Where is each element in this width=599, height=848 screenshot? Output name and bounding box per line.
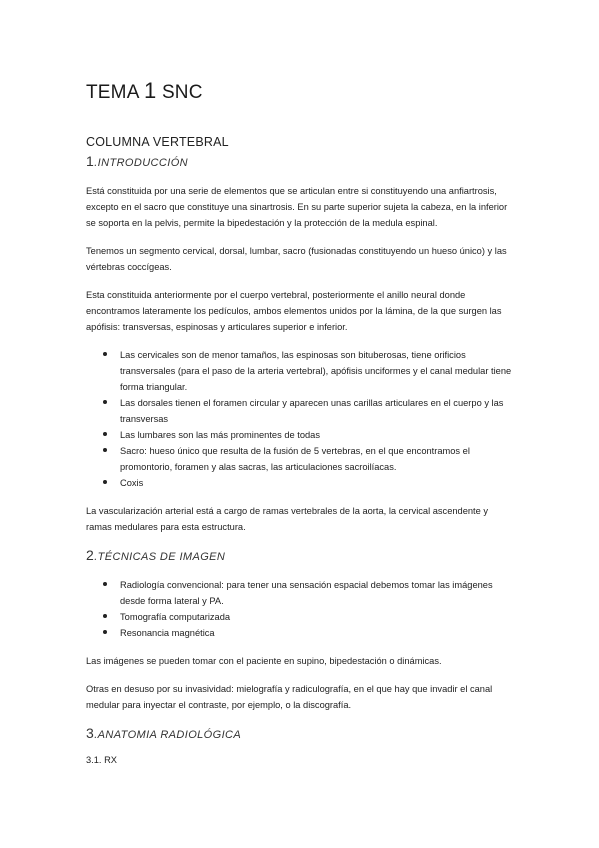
intro-paragraph-4: La vascularización arterial está a cargo de ramas vertebrales de la aorta, la cervical ascendente y ramas medulares para esta estructura. — [86, 506, 489, 532]
title-main: TEMA — [86, 82, 139, 103]
intro-paragraph-2: Tenemos un segmento cervical, dorsal, lumbar, sacro (fusionadas constituyendo un hueso único) y las vértebras coccígeas. — [86, 246, 507, 272]
tecnicas-paragraph-1: Las imágenes se pueden tomar con el paciente en supino, bipedestación o dinámicas. — [86, 656, 442, 666]
heading-introduccion — [86, 153, 516, 169]
list-item-text: Radiología convencional: para tener una sensación espacial debemos tomar las imágenes desde forma lateral y PA. — [120, 580, 493, 606]
list-item-text: Las lumbares son las más prominentes de todas — [120, 430, 320, 440]
list-item — [86, 427, 516, 443]
techniques-list — [86, 577, 516, 641]
list-item — [86, 577, 516, 609]
heading-text: .ANATOMIA RADIOLÓGICA — [94, 729, 242, 741]
intro-paragraph-3: Esta constituida anteriormente por el cuerpo vertebral, posteriormente el anillo neural donde encontramos lateramente los pedículos, ambos elementos unidos por la lámina, de la que surgen las apófisis: transversas, espinosas y articulares superior e inferior. — [86, 290, 502, 332]
list-item-text: Resonancia magnética — [120, 628, 215, 638]
list-item — [86, 395, 516, 427]
document-title — [86, 78, 516, 104]
intro-paragraph-1: Está constituida por una serie de elementos que se articulan entre si constituyendo una anfiartrosis, excepto en el sacro que constituye una sinartrosis. En su parte superior sujeta la cabeza, en la inferior se soporta en la pelvis, permite la bipedestación y la protección de la medula espinal. — [86, 186, 508, 228]
bullet-icon — [103, 352, 107, 356]
list-item-text: Coxis — [120, 478, 144, 488]
heading-number: 1 — [86, 153, 95, 169]
heading-text: .TÉCNICAS DE IMAGEN — [94, 551, 226, 563]
title-suffix: SNC — [161, 82, 203, 103]
title-number: 1 — [144, 78, 157, 103]
vertebrae-list — [86, 347, 516, 491]
list-item — [86, 609, 516, 625]
heading-number: 3 — [86, 725, 95, 741]
list-item — [86, 347, 516, 395]
bullet-icon — [103, 480, 107, 484]
bullet-icon — [103, 582, 107, 586]
subheading-rx: 3.1. RX — [86, 755, 118, 765]
list-item-text: Las cervicales son de menor tamaños, las espinosas son bituberosas, tiene orificios transversales (para el paso de la arteria vertebral), apófisis unciformes y el canal medular tiene forma triangular. — [120, 350, 512, 392]
bullet-icon — [103, 448, 107, 452]
bullet-icon — [103, 614, 107, 618]
bullet-icon — [103, 630, 107, 634]
section-title: COLUMNA VERTEBRAL — [86, 135, 229, 149]
document-content — [86, 78, 516, 765]
tecnicas-paragraph-2: Otras en desuso por su invasividad: mielografía y radiculografía, en el que hay que invadir el canal medular para inyectar el contraste, por ejemplo, o la discografía. — [86, 684, 493, 710]
list-item-text: Tomografía computarizada — [120, 612, 231, 622]
heading-number: 2 — [86, 547, 95, 563]
list-item-text: Las dorsales tienen el foramen circular y aparecen unas carillas articulares en el cuerpo y las transversas — [120, 398, 504, 424]
list-item-text: Sacro: hueso único que resulta de la fusión de 5 vertebras, en el que encontramos el promontorio, foramen y alas sacras, las articulaciones sacroilíacas. — [120, 446, 470, 472]
list-item — [86, 475, 516, 491]
bullet-icon — [103, 432, 107, 436]
heading-anatomia — [86, 725, 516, 741]
heading-tecnicas — [86, 547, 516, 563]
heading-text: .INTRODUCCIÓN — [94, 157, 188, 169]
bullet-icon — [103, 400, 107, 404]
list-item — [86, 443, 516, 475]
list-item — [86, 625, 516, 641]
